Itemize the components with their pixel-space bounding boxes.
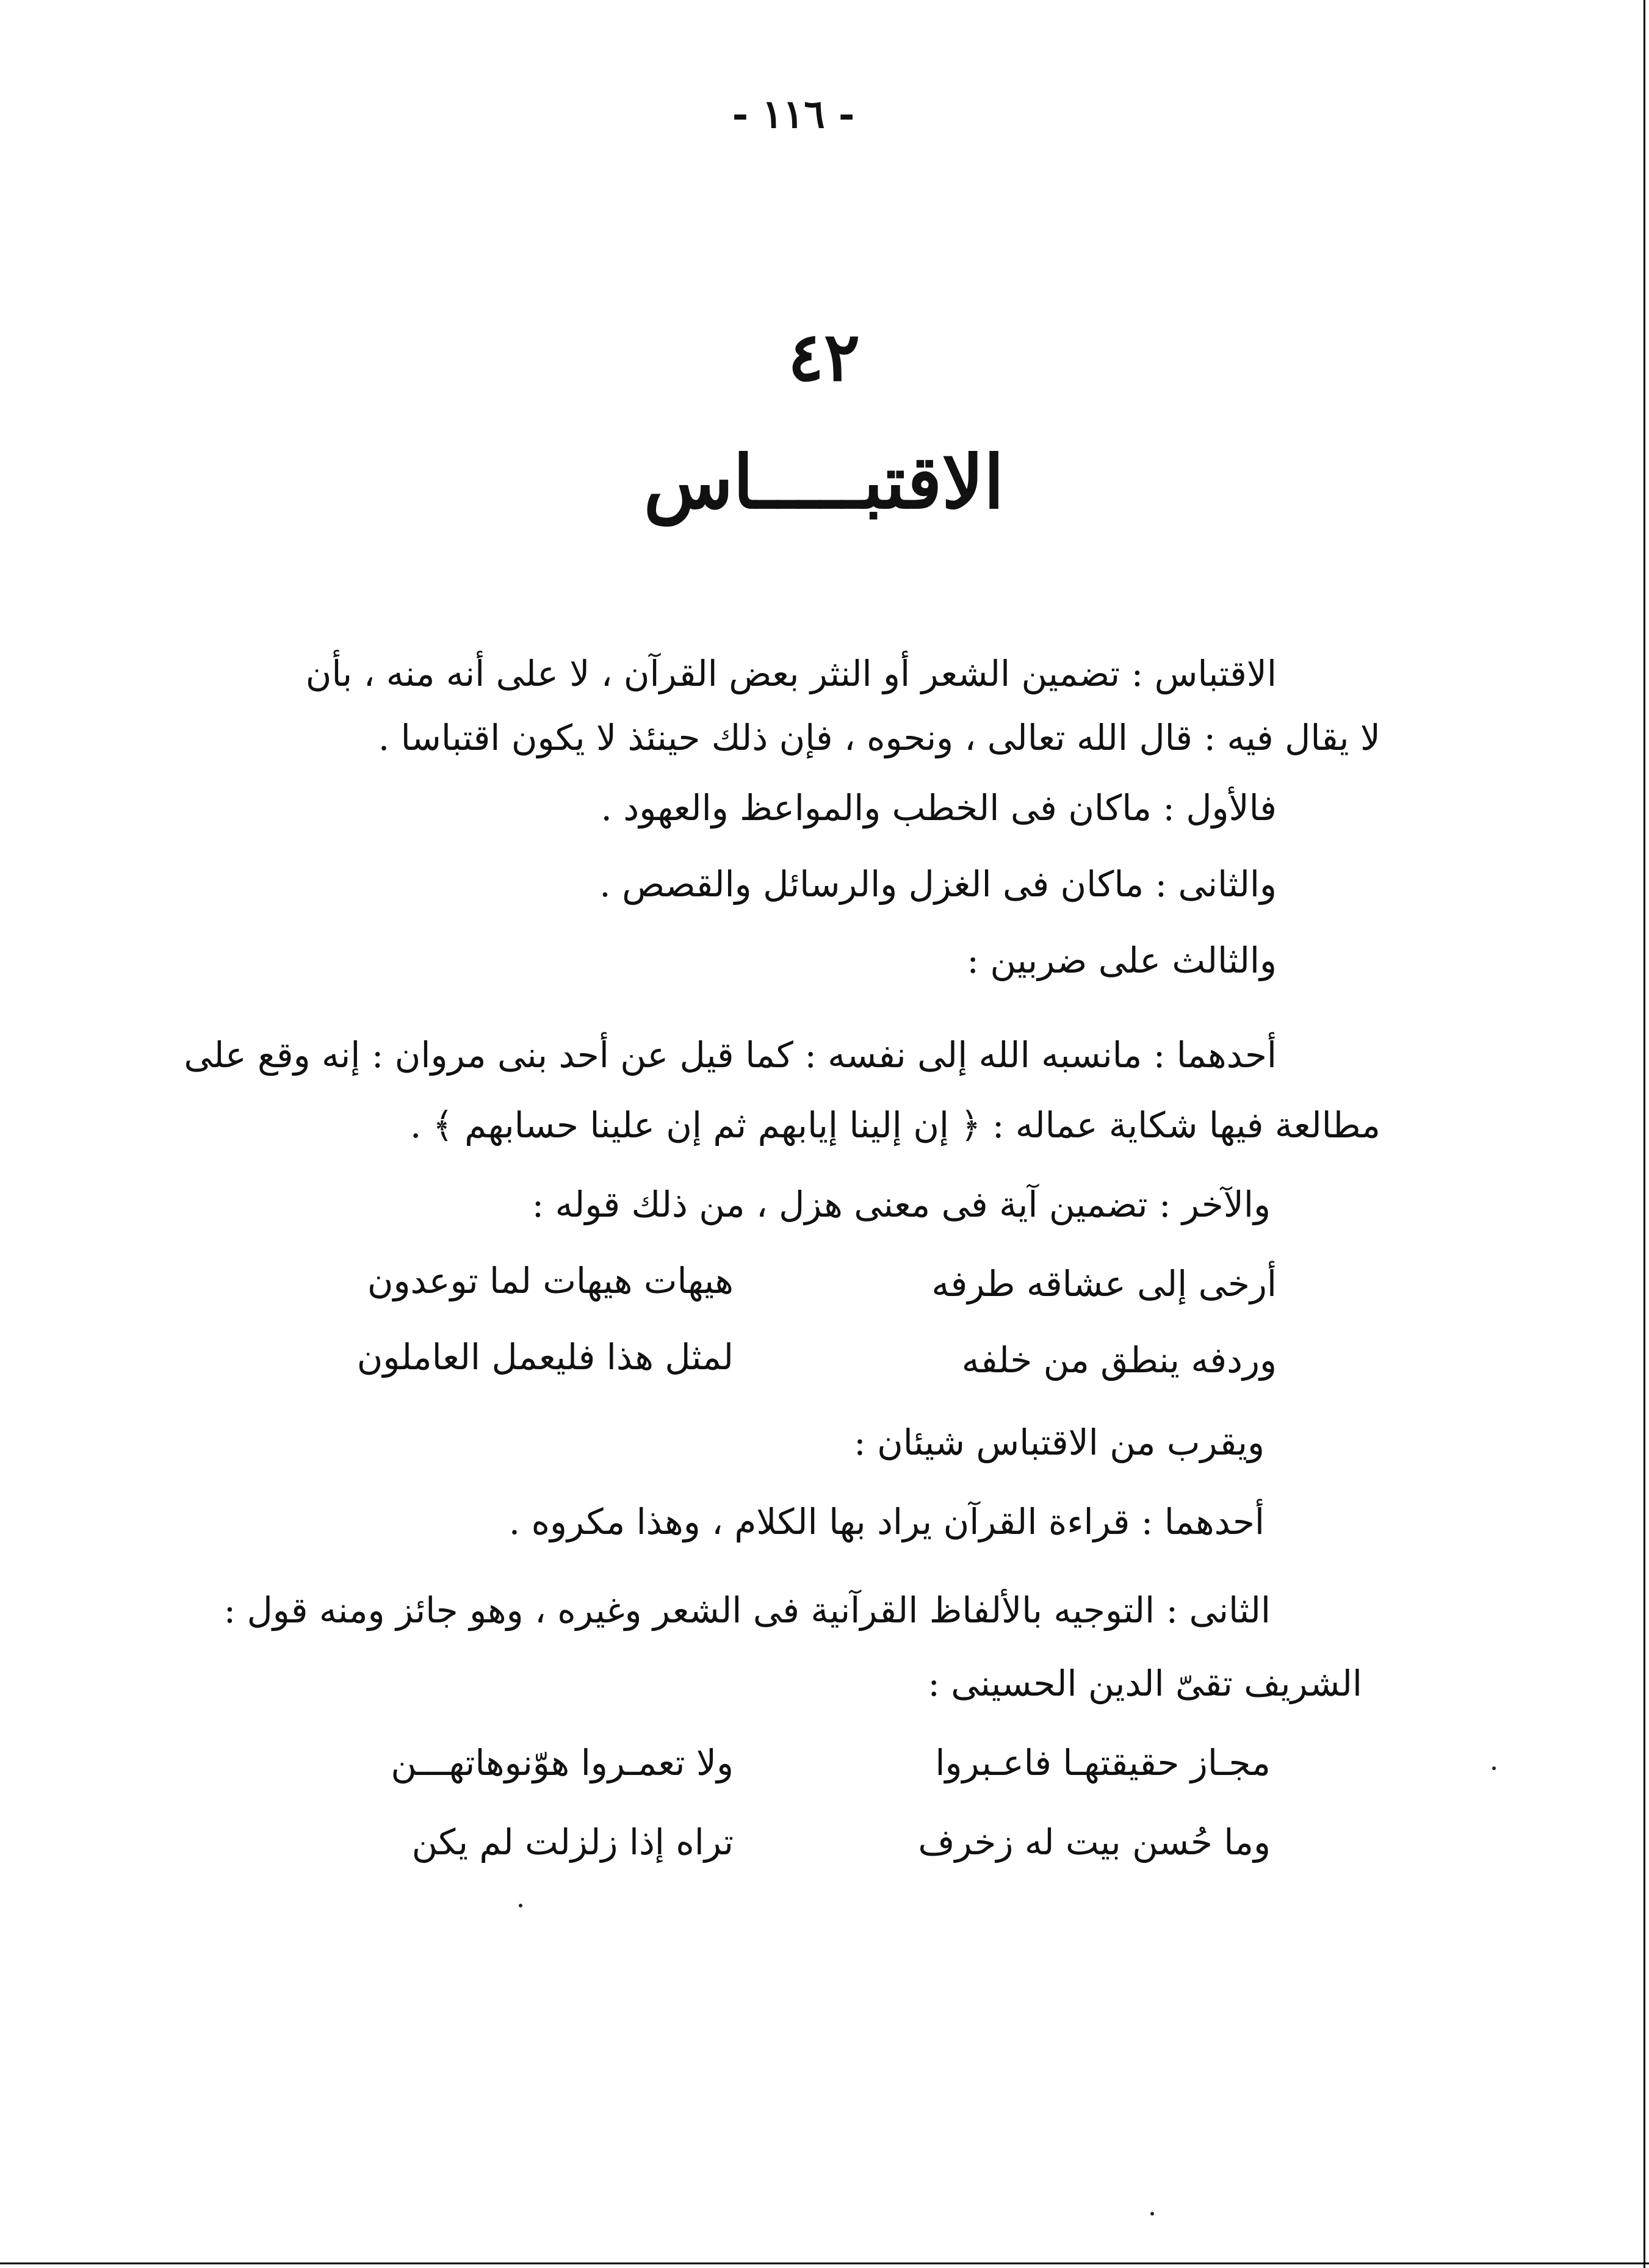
scan-speck [1492, 1766, 1496, 1770]
verse-second-hemistich: تراه إذا زلزلت لم يكن [411, 1821, 734, 1863]
paragraph-line: ويقرب من الاقتباس شيئان : [854, 1422, 1265, 1463]
verse-first-hemistich: وردفه ينطق من خلفه [961, 1339, 1277, 1381]
verse-first-hemistich: وما حُسن بيت له زخرف [918, 1821, 1271, 1863]
paragraph-line: والثانى : ماكان فى الغزل والرسائل والقصص . [599, 863, 1277, 905]
chapter-number: ٤٢ [787, 317, 861, 396]
paragraph-line: الثانى : التوجيه بالألفاظ القرآنية فى الشعر وغيره ، وهو جائز ومنه قول : [223, 1589, 1271, 1631]
paragraph-line: الشريف تقىّ الدين الحسينى : [928, 1663, 1362, 1704]
chapter-title: الاقتبـــــاس [643, 439, 1005, 525]
paragraph-line: مطالعة فيها شكاية عماله : ﴿ إن إلينا إيابهم ثم إن علينا حسابهم ﴾ . [410, 1104, 1380, 1146]
paragraph-line: والآخر : تضمين آية فى معنى هزل ، من ذلك قوله : [532, 1184, 1271, 1225]
verse-second-hemistich: هيهات هيهات لما توعدون [367, 1260, 734, 1301]
verse-first-hemistich: أرخى إلى عشاقه طرفه [931, 1263, 1277, 1305]
scan-speck [519, 1904, 522, 1907]
verse-second-hemistich: لمثل هذا فليعمل العاملون [356, 1336, 734, 1378]
page-border-bottom [0, 2263, 1649, 2264]
paragraph-line: الاقتباس : تضمين الشعر أو النثر بعض القرآن ، لا على أنه منه ، بأن [305, 653, 1277, 694]
paragraph-line: أحدهما : مانسبه الله إلى نفسه : كما قيل عن أحد بنى مروان : إنه وقع على [184, 1034, 1277, 1076]
page-border-right [1644, 0, 1645, 2268]
paragraph-line: فالأول : ماكان فى الخطب والمواعظ والعهود . [601, 787, 1277, 829]
paragraph-line: والثالث على ضربين : [967, 940, 1277, 981]
paragraph-line: أحدهما : قراءة القرآن يراد بها الكلام ، وهذا مكروه . [508, 1501, 1265, 1543]
paragraph-line: لا يقال فيه : قال الله تعالى ، ونحوه ، فإن ذلك حينئذ لا يكون اقتباسا . [378, 717, 1380, 758]
scan-speck [1150, 2212, 1154, 2216]
verse-first-hemistich: مجـاز حقيقتهـا فاعـبروا [935, 1742, 1271, 1784]
page-number: - ١١٦ - [732, 92, 855, 137]
verse-second-hemistich: ولا تعمـروا هوّنوهاتهـــن [391, 1742, 734, 1784]
